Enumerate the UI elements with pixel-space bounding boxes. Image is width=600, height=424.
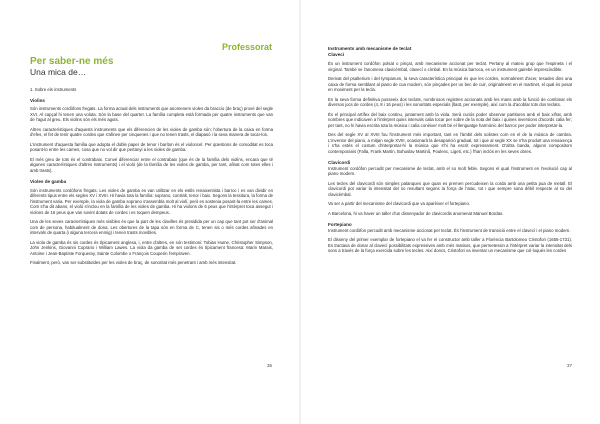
section-heading: 1. Sobre els instruments xyxy=(30,87,77,92)
paragraph: L'instrument d'aquesta família que adopta el doble paper de tenor i baríton és el violoncel. Per qüestions de comoditat es toca posant-lo entre les cames, cosa que no vol dir que pertanyi a les violes de gamba. xyxy=(30,141,273,153)
page-number: 37 xyxy=(566,363,572,368)
paragraph: És el principal artífex del baix continu, juntament amb la viola. Serà curiós poder observar partitures amb el baix xifrat, amb nombres que indicaven a l'intèrpret quins intervals calia tocar per sobre de la nota del baix i quines inversions d'acords calia fer; per tant, no hi havia escrita tota la música i calia conèixer molt bé el llenguatge harmònic del barroc per poder interpretar-la. xyxy=(328,111,572,128)
left-content xyxy=(30,87,273,270)
page-number: 36 xyxy=(266,363,272,368)
heading-fortepiano: Fortepiano xyxy=(328,222,352,228)
paragraph: En la seva forma definitiva posseeix dos teclats, nombrosos registres accionats amb les mans amb la funció de combinar els diversos jocs de cordes (4, 8 i 16 peus) i les sonoritats especials (llaüt, per exemple), així com la d'acoblar tots dos teclats. xyxy=(328,96,572,108)
paragraph: Són instruments cordòfons fregats. Les violes de gamba es van utilitzar en els estils renaixentista i barroc i es van dividir en diferents tipus entre els segles XV i XVIII. Hi havia tota la família: soprano, contralt, tenor i baix. Segons la tessitura, la forma de l'instrument varia. Per exemple, la viola de gamba soprano s'assembla molt al violí, però es sostenia posant-la entre les cames. Com s'ha dit abans, el violó s'inclou en la família de les violes de gamba. Hi ha violons de 6 peus que l'intèrpret toca assegut i violons de 16 peus que van sovint dotats de cordes i es toquen dempeus. xyxy=(30,187,273,215)
heading-gamba: Violes de gamba xyxy=(30,179,67,185)
right-page xyxy=(300,0,600,424)
paragraph: El disseny del primer exemplar de fortepiano el va fer el constructor amb taller a Florència Bartolomeo Cristofori (1655-1731). Es tractava de donar al clavecí possibilitats expressives amb més matisos, que permetessin a l'intèrpret variar la intensitat dels sons a través de la força exercida sobre les tecles. Així doncs, Cristofori va inventar un mecanisme que col·loqués les cordes xyxy=(328,237,572,254)
paragraph: Són instruments cordòfons fregats. La forma actual dels instruments que anomenem violes da braccio (de braç) provè del segle XVI. Al capçal hi tenen una voluta. Són la base del quartet. La família completa està formada per quatre instruments que van de l'agut al greu. Els violins són els més aguts. xyxy=(30,106,273,123)
heading-clavicord: Clavicordi xyxy=(328,160,351,166)
paragraph: El més greu de tots és el contrabaix. Convé diferenciar entre el contrabaix (que és de la família dels violins, encara que té algunes característiques d'altres instruments) i el violó (de la família de les violes de gamba, per tant, afinat com totes elles i amb trasts). xyxy=(30,156,273,173)
paragraph: Instrument cordòfon percudit per mecanisme de teclat, amb el so molt feble. Segons el qual l'instrument en l'evolució cap al piano modern. xyxy=(328,165,572,177)
paragraph: Altres característiques d'aquests instruments que els diferencien de les violes de gamba són: l'obertura de la caixa en forma d'efes, el fet de tenir quatre cordes que s'afinen per cinquenes i que no tenen trasts, el diapasó i la seva manera de tocar-los. xyxy=(30,126,273,138)
paragraph: Les tecles del clavicordi són simples palanques que quan es premen percudeixen la corda amb una petita pua de metall. El clavicordi pot variar la intensitat del so resultant segons la força de l'atac, tot i que sempre sona dèbil respecte al so del clavicèmbal. xyxy=(328,180,572,197)
page-subtitle: Una mica de… xyxy=(30,67,87,77)
paragraph: Una de les seves característiques més visibles és que la part de les clavilles és presidida per un cap que tant pot ser d'animal com de persona, habitualment de dona. Les obertures de la tapa són en forma de C, tenen sis o més cordes afinades en intervals de quarta (i alguna tercera enmig) i tenen trasts movibles. xyxy=(30,219,273,236)
paragraph: Derivat del psalterium i del tympanum, la seva característica principal és que les cordes, normalment d'acer, tesades dins una caixa de forma semblant al piano de cua modern, són pinçades per un bec de cuir, originalment en el martinet, el qual és posat en moviment per la tecla. xyxy=(328,76,572,93)
paragraph: Instrument cordòfon percudit amb mecanisme accionat per teclat. És l'instrument de transició entre el clavecí i el piano modern. xyxy=(328,227,571,233)
heading-keyboard: Instruments amb mecanisme de teclat xyxy=(328,46,412,51)
paragraph: La viola de gamba és sis cordes és típicament anglesa, i, entre d'altres, en són testimoni: Tobias Hume, Christopher Simpson, John Jenkins, Giovanni Coprario i William Lawes. La viola da gamba de set cordes és típicament francesa: Marin Marais, Antoine i Jean-Baptiste Forqueray, Sainte Colombe o François Couperin l'empraven. xyxy=(30,239,273,256)
section-tag: Professorat xyxy=(221,42,272,52)
right-content xyxy=(328,46,572,258)
heading-clavecí: Clavecí xyxy=(328,51,345,57)
paragraph: Va ser a partir del mecanisme del clavicordi que va aparèixer el fortepiano. xyxy=(328,201,471,207)
paragraph: A Barcelona, hi va haver un taller d'un dissenyador de clavicordis anomenat Manuel Bordas. xyxy=(328,210,504,216)
paragraph: Des del segle XV al XVIII fou l'instrument més important, tant en l'àmbit dels solistes com en el de la música de cambra. L'inventor del piano, a mitjan segle XVIII, ocasionarà la desaparició gradual, tot i que al segle XX se n'ha produït una renaixença i s'ha estès el costum d'interpretar-hi la música que s'hi ha escrit expressament. D'altra banda, alguns compositors contemporanis (Falla, Frank Martin, Bohuslav Martinů, Poulenc, Ligeti, etc.) l'han inclòs en les seves obres. xyxy=(328,132,572,154)
paragraph: Finalment, però, van ser substituïdes per les violes de braç, de sonoritat més penetrant i amb més intensitat. xyxy=(30,260,237,266)
page-title: Per saber-ne més xyxy=(30,56,114,67)
paragraph: És un instrument cordòfon polsat o pinçat, amb mecanisme accionat per teclat. Pertany al mateix grup que l'espineta i el virginal. També se l'anomena clavicèmbal, clavecí o címbal. En la música barroca, es un instrument gairebé imprescindible. xyxy=(328,61,572,72)
heading-violins: Violins xyxy=(30,97,45,103)
